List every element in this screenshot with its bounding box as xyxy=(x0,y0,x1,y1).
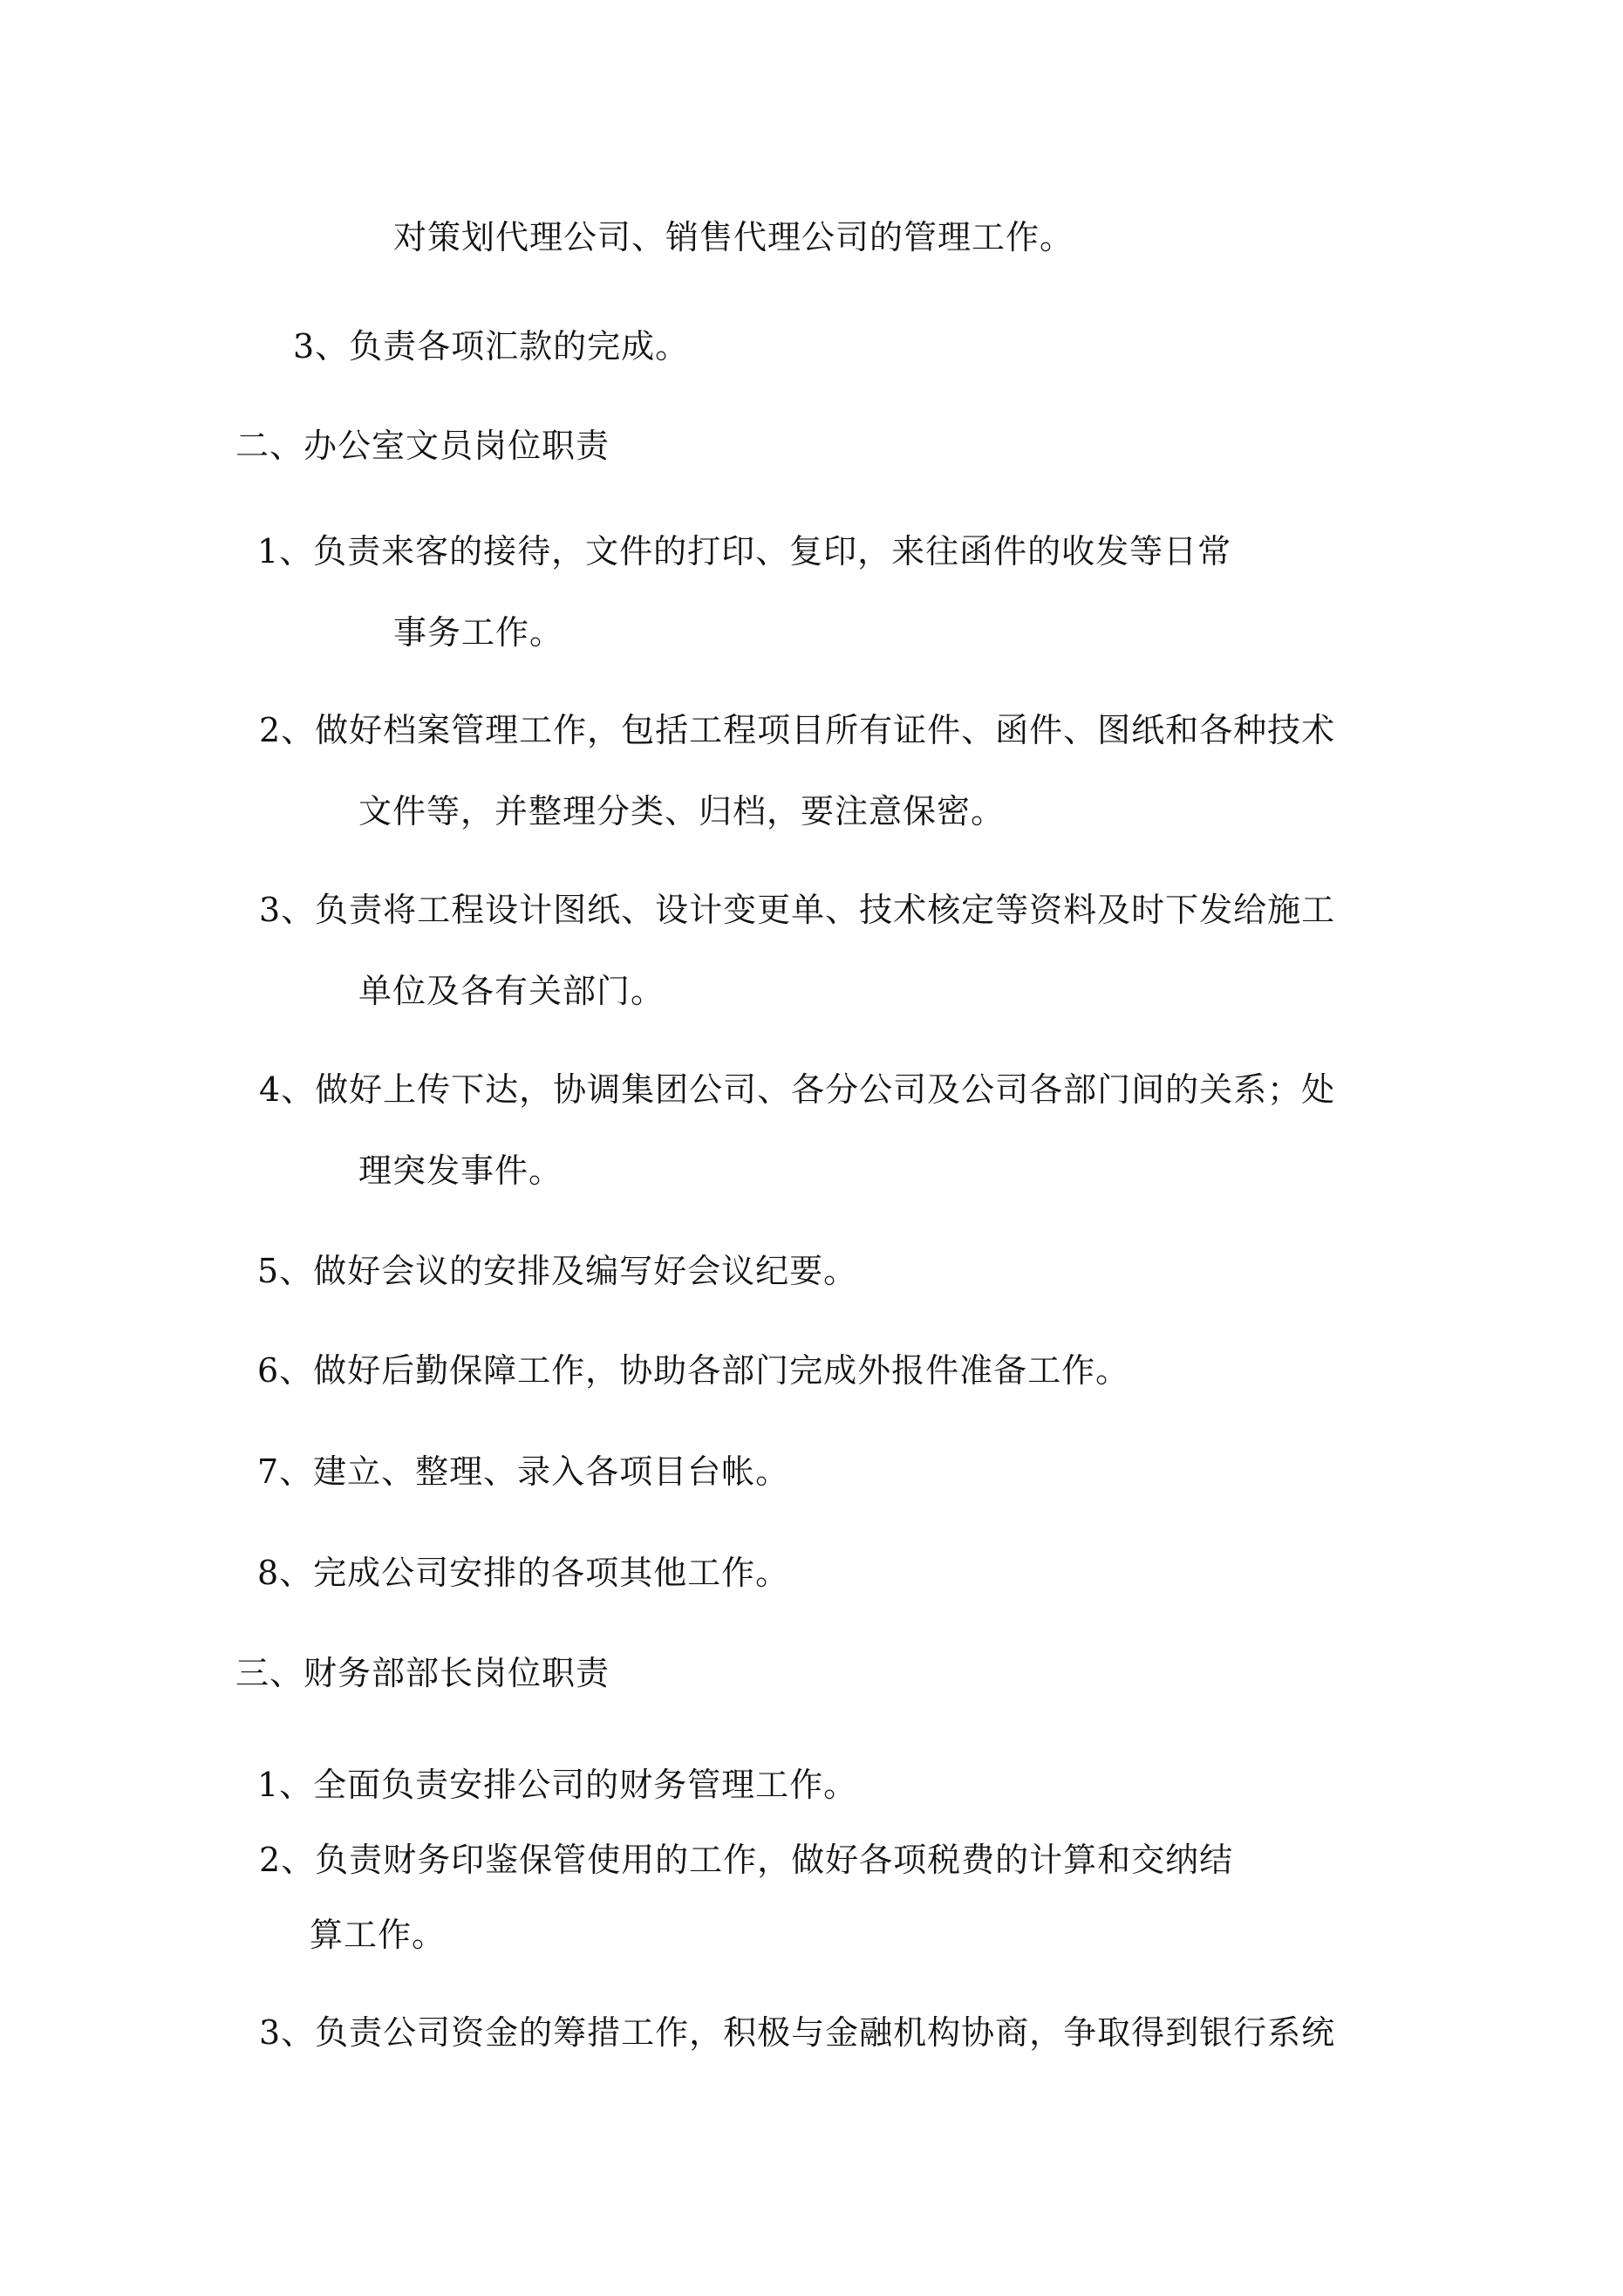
list-item: 3、负责将工程设计图纸、设计变更单、技术核定等资料及时下发给施工 xyxy=(259,891,1336,929)
text-line: 对策划代理公司、销售代理公司的管理工作。 xyxy=(393,218,1074,256)
list-item: 1、全面负责安排公司的财务管理工作。 xyxy=(257,1766,858,1804)
list-item: 4、做好上传下达，协调集团公司、各分公司及公司各部门间的关系；处 xyxy=(259,1070,1336,1109)
list-item: 7、建立、整理、录入各项目台帐。 xyxy=(257,1452,790,1491)
text-line: 事务工作。 xyxy=(393,613,564,652)
text-line: 算工作。 xyxy=(310,1916,447,1954)
text-line: 文件等，并整理分类、归档，要注意保密。 xyxy=(358,792,1006,830)
section-heading: 三、财务部部长岗位职责 xyxy=(235,1654,610,1692)
section-heading: 二、办公室文员岗位职责 xyxy=(235,427,610,465)
list-item: 6、做好后勤保障工作，协助各部门完成外报件准备工作。 xyxy=(257,1351,1130,1390)
text-line: 理突发事件。 xyxy=(358,1151,563,1190)
list-item: 1、负责来客的接待，文件的打印、复印，来往函件的收发等日常 xyxy=(257,532,1232,571)
list-item: 2、负责财务印鉴保管使用的工作，做好各项税费的计算和交纳结 xyxy=(259,1841,1234,1879)
list-item: 3、负责公司资金的筹措工作，积极与金融机构协商，争取得到银行系统 xyxy=(259,2013,1336,2052)
list-item: 8、完成公司安排的各项其他工作。 xyxy=(257,1554,790,1592)
list-item: 2、做好档案管理工作，包括工程项目所有证件、函件、图纸和各种技术 xyxy=(259,711,1336,749)
text-line: 3、负责各项汇款的完成。 xyxy=(293,327,690,366)
text-line: 单位及各有关部门。 xyxy=(358,972,665,1010)
list-item: 5、做好会议的安排及编写好会议纪要。 xyxy=(257,1252,858,1290)
